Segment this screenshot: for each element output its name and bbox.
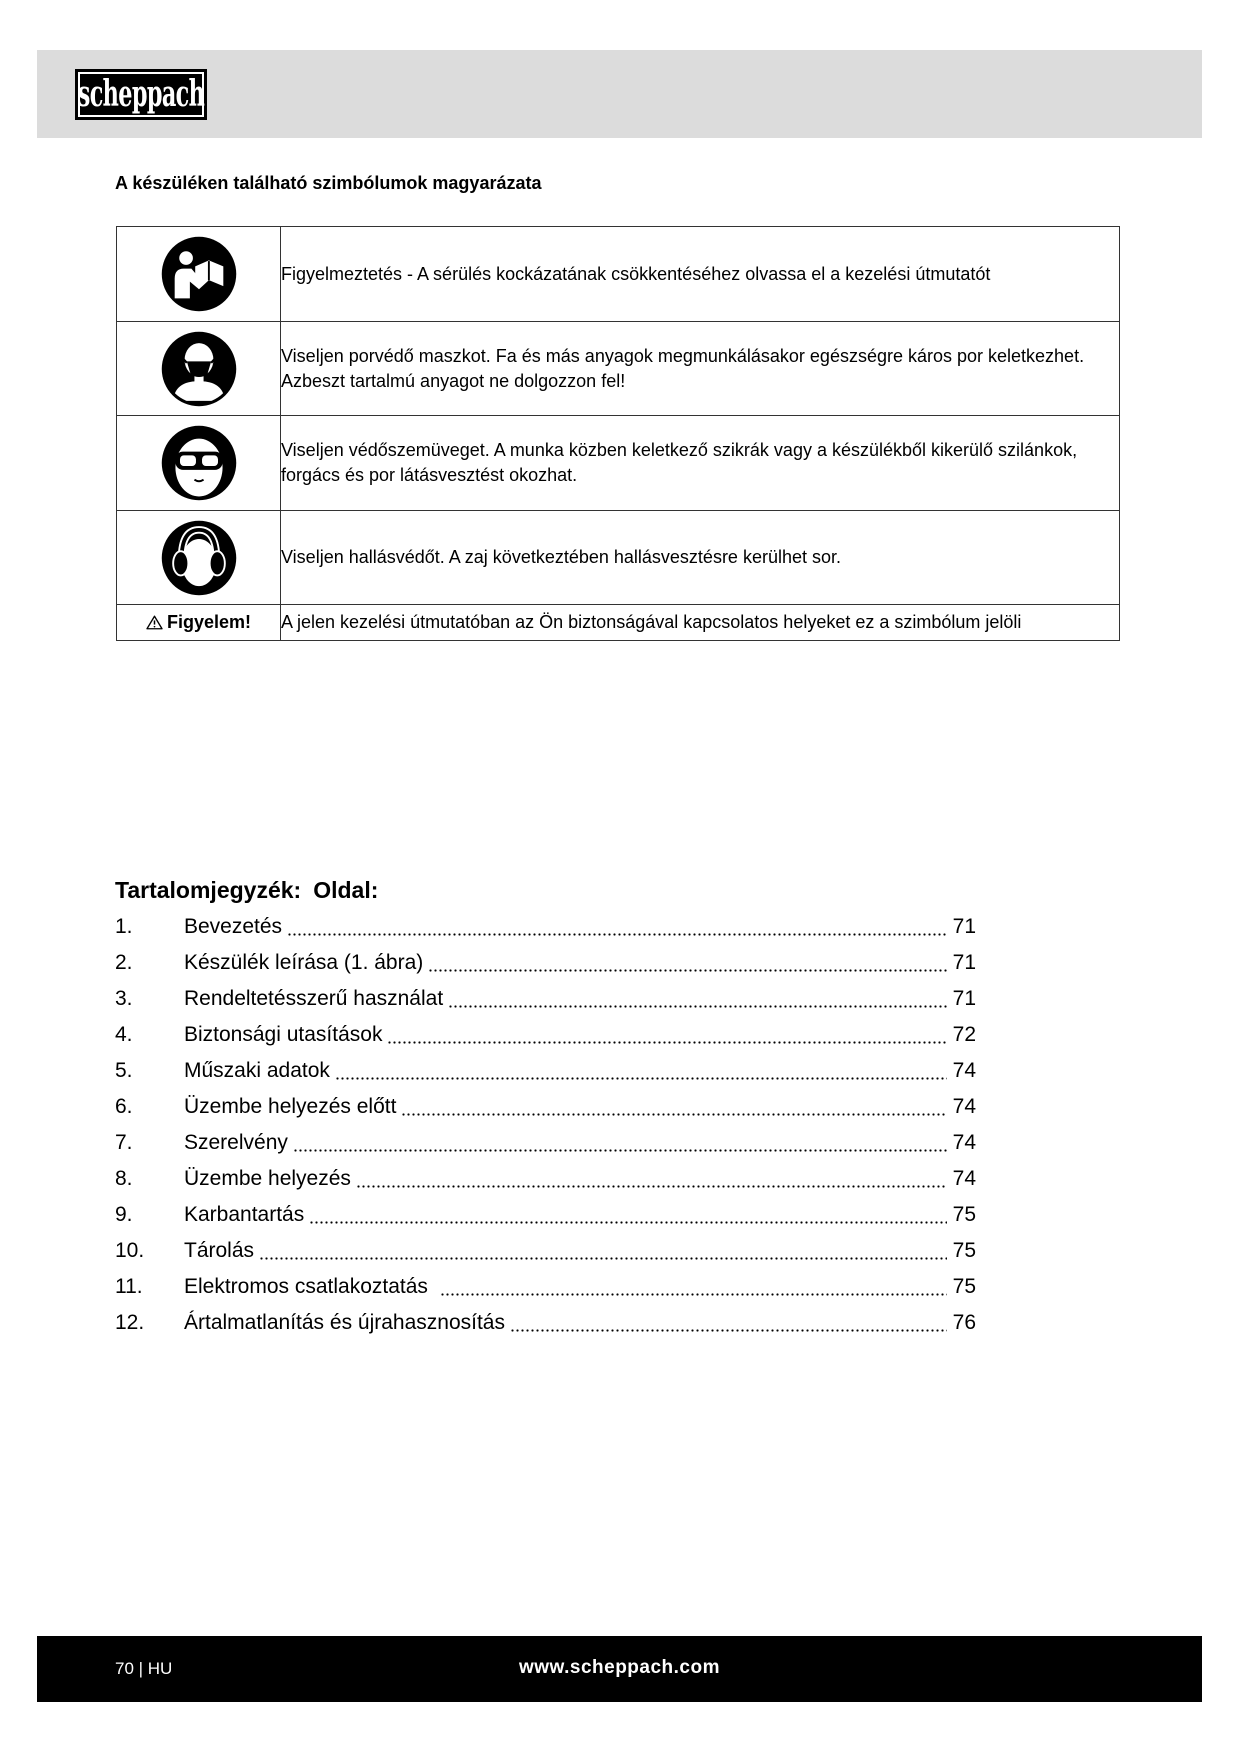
symbol-description: Viseljen védőszemüveget. A munka közben keletkező szikrák vagy a készülékből kikerülő szilánkok, forgács és por látásvesztést okozhat. (281, 416, 1120, 511)
toc-entry (115, 945, 976, 981)
symbol-description: Figyelmeztetés - A sérülés kockázatának csökkentéséhez olvassa el a kezelési útmutatót (281, 227, 1120, 322)
toc-entry-number: 4. (115, 1023, 133, 1046)
toc-entry-title: Szerelvény (184, 1131, 288, 1154)
toc-entry-page: 71 (952, 915, 976, 938)
toc-entry (115, 1305, 976, 1341)
toc-entry (115, 1125, 976, 1161)
toc-entry-page: 72 (952, 1023, 976, 1046)
toc-entry-number: 7. (115, 1131, 133, 1154)
dot-leader (428, 945, 946, 981)
read-manual-icon (161, 236, 237, 312)
warning-label-cell (117, 605, 281, 641)
page-number-language: 70 | HU (115, 1659, 173, 1678)
warning-description: A jelen kezelési útmutatóban az Ön biztonságával kapcsolatos helyeket ez a szimbólum jelöli (281, 605, 1120, 641)
toc-entry-number: 8. (115, 1167, 133, 1190)
symbol-icon-cell (117, 227, 281, 322)
toc-entry-page: 74 (952, 1095, 976, 1118)
toc-entry-title: Üzembe helyezés előtt (184, 1095, 397, 1118)
toc-entry (115, 1053, 976, 1089)
symbol-row (117, 511, 1120, 605)
page-header (37, 50, 1202, 138)
toc-entry (115, 909, 976, 945)
toc-entry-number: 5. (115, 1059, 133, 1082)
toc-entry (115, 1269, 976, 1305)
dot-leader (440, 1269, 947, 1305)
toc-entry-page: 71 (952, 951, 976, 974)
toc-page-heading: Oldal: (313, 877, 379, 903)
toc-entry-page: 74 (952, 1167, 976, 1190)
toc-entry (115, 1017, 976, 1053)
toc-entry-title: Ártalmatlanítás és újrahasznosítás (184, 1311, 505, 1334)
toc-entry-title: Biztonsági utasítások (184, 1023, 383, 1046)
toc-entry-number: 3. (115, 987, 133, 1010)
dot-leader (356, 1161, 947, 1197)
scheppach-logo (75, 69, 207, 120)
toc-entry-page: 75 (952, 1203, 976, 1226)
dust-mask-icon (161, 331, 237, 407)
toc-entry-number: 10. (115, 1239, 145, 1262)
symbol-row (117, 227, 1120, 322)
warning-triangle-icon (146, 615, 163, 630)
toc-entry-number: 9. (115, 1203, 133, 1226)
logo-text: scheppach (77, 73, 205, 115)
toc-entry (115, 981, 976, 1017)
symbol-icon-cell (117, 511, 281, 605)
dot-leader (335, 1053, 947, 1089)
symbol-row (117, 322, 1120, 416)
toc-entry-title: Karbantartás (184, 1203, 305, 1226)
toc-entry (115, 1161, 976, 1197)
toc-entry-title: Rendeltetésszerű használat (184, 987, 444, 1010)
dot-leader (387, 1017, 946, 1053)
toc-entry-title: Tárolás (184, 1239, 255, 1262)
toc-entry (115, 1197, 976, 1233)
toc-entry-title: Üzembe helyezés (184, 1167, 351, 1190)
warning-label: Figyelem! (166, 612, 252, 632)
toc-entry-number: 6. (115, 1095, 133, 1118)
toc-entry (115, 1233, 976, 1269)
warning-row (117, 605, 1120, 641)
dot-leader (309, 1197, 946, 1233)
dot-leader (510, 1305, 947, 1341)
toc-entry (115, 1089, 976, 1125)
toc-entry-page: 74 (952, 1131, 976, 1154)
table-of-contents (115, 875, 976, 1341)
toc-entry-number: 1. (115, 915, 133, 938)
toc-entry-page: 76 (952, 1311, 976, 1334)
toc-heading (115, 875, 976, 905)
symbol-description: Viseljen porvédő maszkot. Fa és más anyagok megmunkálásakor egészségre káros por keletkezhet. Azbeszt tartalmú anyagot ne dolgozzon fel! (281, 322, 1120, 416)
dot-leader (259, 1233, 947, 1269)
toc-entry-page: 71 (952, 987, 976, 1010)
toc-entry-number: 12. (115, 1311, 145, 1334)
toc-entry-number: 2. (115, 951, 133, 974)
symbol-icon-cell (117, 416, 281, 511)
symbols-section-title: A készüléken található szimbólumok magyarázata (115, 173, 542, 193)
dot-leader (287, 909, 947, 945)
toc-entry-title: Elektromos csatlakoztatás (184, 1275, 428, 1298)
toc-entry-page: 75 (952, 1239, 976, 1262)
website-url: www.scheppach.com (518, 1657, 720, 1678)
toc-entry-title: Készülék leírása (1. ábra) (184, 951, 424, 974)
page-footer (37, 1636, 1202, 1702)
toc-entry-page: 75 (952, 1275, 976, 1298)
dot-leader (293, 1125, 947, 1161)
safety-goggles-icon (161, 425, 237, 501)
symbol-icon-cell (117, 322, 281, 416)
toc-entry-page: 74 (952, 1059, 976, 1082)
symbols-table (116, 226, 1120, 641)
symbol-row (117, 416, 1120, 511)
toc-entry-number: 11. (115, 1275, 143, 1298)
dot-leader (448, 981, 946, 1017)
toc-title: Tartalomjegyzék: (115, 877, 302, 903)
dot-leader (401, 1089, 946, 1125)
toc-entry-title: Műszaki adatok (184, 1059, 330, 1082)
toc-entry-title: Bevezetés (184, 915, 283, 938)
symbol-description: Viseljen hallásvédőt. A zaj következtében hallásvesztésre kerülhet sor. (281, 511, 1120, 605)
hearing-protection-icon (161, 520, 237, 596)
